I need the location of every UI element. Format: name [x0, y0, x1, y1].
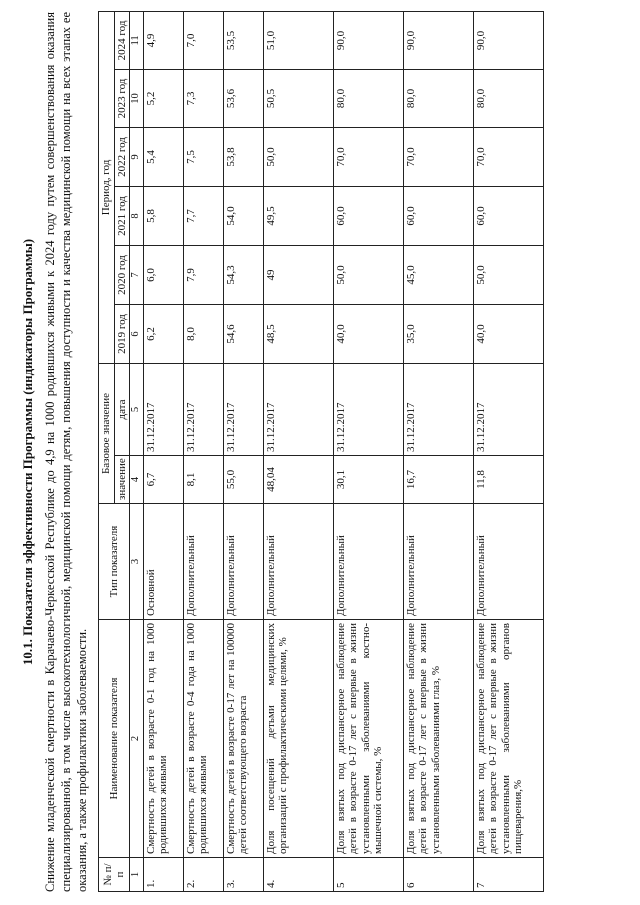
- year-value: 5,2: [143, 69, 183, 127]
- header-year: 2019 год: [114, 304, 130, 363]
- header-period: Период, год: [99, 11, 115, 363]
- column-index: 6: [130, 304, 144, 363]
- year-value: 8,0: [183, 304, 223, 363]
- header-base-value: значение: [114, 456, 130, 504]
- indicator-name: Доля взятых под диспансерное наблюдение детей в возрасте 0-17 лет с впервые в жизни установленными заболеваниями органов пищеварения,%: [473, 620, 543, 858]
- base-value: 16,7: [403, 456, 473, 504]
- year-value: 51,0: [263, 11, 333, 69]
- year-value: 54,3: [223, 245, 263, 304]
- table-row: [143, 11, 183, 891]
- indicator-type: Основной: [143, 504, 183, 620]
- indicator-name: Смертность детей в возрасте 0-1 год на 1000 родившихся живыми: [143, 620, 183, 858]
- base-date: 31.12.2017: [223, 363, 263, 455]
- year-value: 80,0: [473, 69, 543, 127]
- column-index: 8: [130, 186, 144, 245]
- header-year: 2020 год: [114, 245, 130, 304]
- header-type: Тип показателя: [99, 504, 130, 620]
- header-name: Наименование показателя: [99, 620, 130, 858]
- base-value: 55,0: [223, 456, 263, 504]
- table-row: [183, 11, 223, 891]
- year-value: 40,0: [333, 304, 403, 363]
- year-value: 80,0: [333, 69, 403, 127]
- year-value: 54,0: [223, 186, 263, 245]
- base-value: 30,1: [333, 456, 403, 504]
- year-value: 4,9: [143, 11, 183, 69]
- row-num: 3.: [223, 858, 263, 892]
- base-date: 31.12.2017: [143, 363, 183, 455]
- year-value: 5,8: [143, 186, 183, 245]
- header-base-date: дата: [114, 363, 130, 455]
- year-value: 5,4: [143, 127, 183, 186]
- year-value: 7,9: [183, 245, 223, 304]
- column-index: 1: [130, 858, 144, 892]
- year-value: 50,0: [263, 127, 333, 186]
- header-num: № п/п: [99, 858, 130, 892]
- table-row: [333, 11, 403, 891]
- base-value: 11,8: [473, 456, 543, 504]
- indicator-name: Доля посещений детьми медицинских организаций с профилактическими целями, %: [263, 620, 333, 858]
- year-value: 60,0: [403, 186, 473, 245]
- year-value: 80,0: [403, 69, 473, 127]
- base-value: 6,7: [143, 456, 183, 504]
- indicator-type: Дополнительный: [403, 504, 473, 620]
- indicator-name: Смертность детей в возрасте 0-17 лет на 100000 детей соответствующего возраста: [223, 620, 263, 858]
- table-row: [403, 11, 473, 891]
- year-value: 48,5: [263, 304, 333, 363]
- year-value: 60,0: [333, 186, 403, 245]
- indicator-type: Дополнительный: [263, 504, 333, 620]
- year-value: 45,0: [403, 245, 473, 304]
- intro-paragraph: Снижение младенческой смертности в Карачаево-Черкесской Республике до 4,9 на 1000 родившихся живыми к 2024 году путем совершенствования оказания специализированной, в том числе высокотехнологичной, медицинской помощи детям, повышения доступности и качества медицинской помощи на всех этапах ее оказания, а также профилактики заболеваемости.: [43, 12, 89, 892]
- indicators-table: [98, 11, 544, 892]
- base-date: 31.12.2017: [403, 363, 473, 455]
- indicator-type: Дополнительный: [333, 504, 403, 620]
- table-row: [223, 11, 263, 891]
- rotated-content: [20, 12, 620, 892]
- column-index: 9: [130, 127, 144, 186]
- year-value: 53,8: [223, 127, 263, 186]
- table-row: [473, 11, 543, 891]
- base-value: 48,04: [263, 456, 333, 504]
- base-date: 31.12.2017: [263, 363, 333, 455]
- year-value: 7,5: [183, 127, 223, 186]
- year-value: 50,5: [263, 69, 333, 127]
- section-heading: 10.1. Показатели эффективности Программы (индикаторы Программы): [20, 238, 35, 666]
- row-num: 2.: [183, 858, 223, 892]
- row-num: 4.: [263, 858, 333, 892]
- year-value: 70,0: [473, 127, 543, 186]
- year-value: 70,0: [333, 127, 403, 186]
- row-num: 6: [403, 858, 473, 892]
- column-index-row: [130, 11, 144, 891]
- year-value: 90,0: [403, 11, 473, 69]
- year-value: 50,0: [473, 245, 543, 304]
- indicator-type: Дополнительный: [183, 504, 223, 620]
- column-index: 2: [130, 620, 144, 858]
- indicator-name: Смертность детей в возрасте 0-4 года на 1000 родившихся живыми: [183, 620, 223, 858]
- row-num: 7: [473, 858, 543, 892]
- column-index: 5: [130, 363, 144, 455]
- table-row: [263, 11, 333, 891]
- year-value: 6,0: [143, 245, 183, 304]
- base-date: 31.12.2017: [333, 363, 403, 455]
- column-index: 10: [130, 69, 144, 127]
- year-value: 7,3: [183, 69, 223, 127]
- year-value: 54,6: [223, 304, 263, 363]
- indicator-name: Доля взятых под диспансерное наблюдение детей в возрасте 0-17 лет с впервые в жизни установленными заболеваниями глаз, %: [403, 620, 473, 858]
- row-num: 1.: [143, 858, 183, 892]
- base-date: 31.12.2017: [183, 363, 223, 455]
- header-year: 2021 год: [114, 186, 130, 245]
- year-value: 70,0: [403, 127, 473, 186]
- header-year: 2023 год: [114, 69, 130, 127]
- header-base: Базовое значение: [99, 363, 115, 503]
- year-value: 49,5: [263, 186, 333, 245]
- year-value: 90,0: [473, 11, 543, 69]
- header-year: 2024 год: [114, 11, 130, 69]
- column-index: 7: [130, 245, 144, 304]
- year-value: 49: [263, 245, 333, 304]
- column-index: 4: [130, 456, 144, 504]
- year-value: 7,7: [183, 186, 223, 245]
- base-date: 31.12.2017: [473, 363, 543, 455]
- year-value: 50,0: [333, 245, 403, 304]
- header-year: 2022 год: [114, 127, 130, 186]
- year-value: 40,0: [473, 304, 543, 363]
- indicator-name: Доля взятых под диспансерное наблюдение детей в возрасте 0-17 лет с впервые в жизни установленными заболеваниями костно-мышечной системы, %: [333, 620, 403, 858]
- year-value: 53,6: [223, 69, 263, 127]
- year-value: 6,2: [143, 304, 183, 363]
- year-value: 90,0: [333, 11, 403, 69]
- column-index: 3: [130, 504, 144, 620]
- column-index: 11: [130, 11, 144, 69]
- indicator-type: Дополнительный: [473, 504, 543, 620]
- year-value: 35,0: [403, 304, 473, 363]
- base-value: 8,1: [183, 456, 223, 504]
- row-num: 5: [333, 858, 403, 892]
- year-value: 53,5: [223, 11, 263, 69]
- year-value: 60,0: [473, 186, 543, 245]
- year-value: 7,0: [183, 11, 223, 69]
- indicator-type: Дополнительный: [223, 504, 263, 620]
